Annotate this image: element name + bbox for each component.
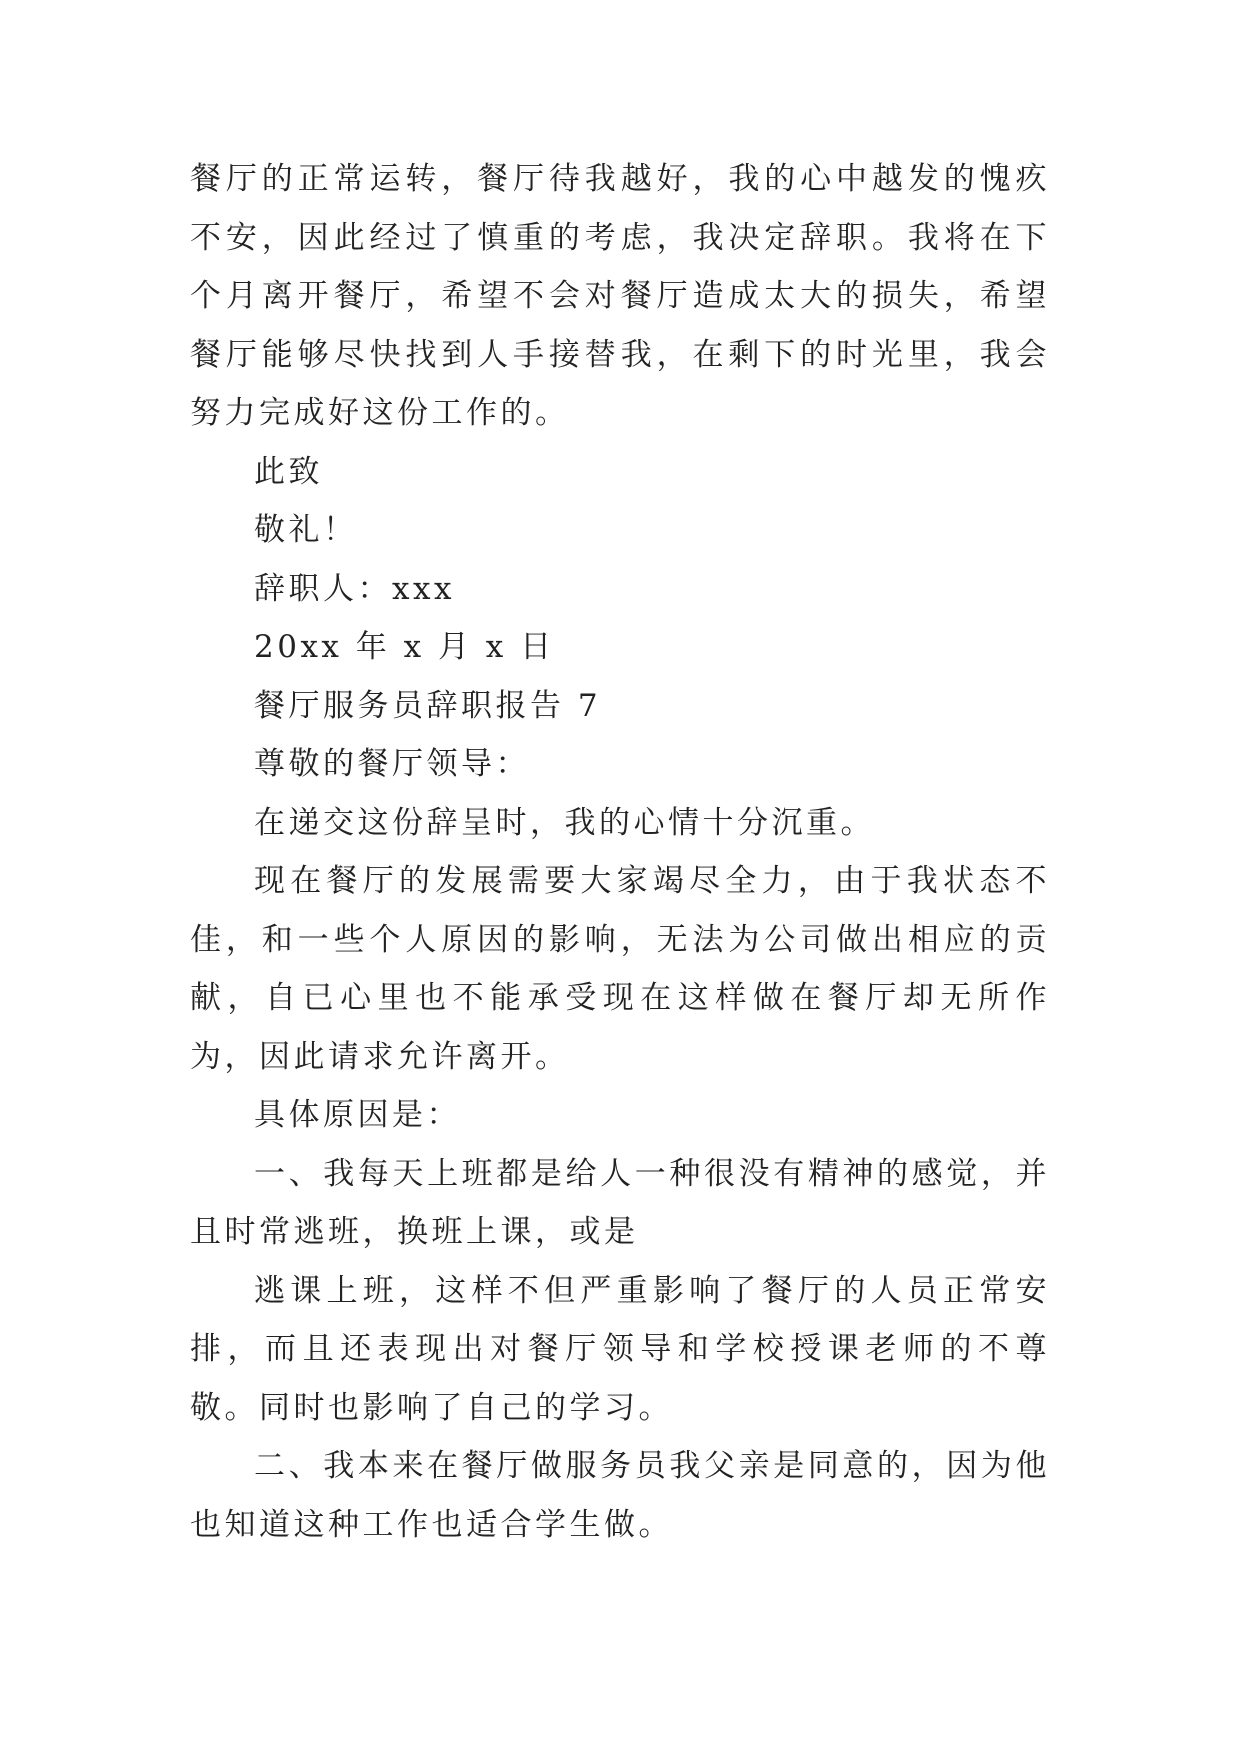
closing-regards: 敬礼！ (254, 512, 358, 548)
greeting: 尊敬的餐厅领导： (254, 746, 530, 782)
paragraph-continuation: 餐厅的正常运转，餐厅待我越好，我的心中越发的愧疚不安，因此经过了慎重的考虑，我决定辞职。我将在下个月离开餐厅，希望不会对餐厅造成太大的损失，希望餐厅能够尽快找到人手接替我，在剩下的时光里，我会努力完成好这份工作的。 (190, 161, 1050, 431)
paragraph: 现在餐厅的发展需要大家竭尽全力，由于我状态不佳，和一些个人原因的影响，无法为公司做出相应的贡献，自已心里也不能承受现在这样做在餐厅却无所作为，因此请求允许离开。 (190, 863, 1050, 1075)
document-body (190, 150, 1050, 1554)
paragraph: 逃课上班，这样不但严重影响了餐厅的人员正常安排，而且还表现出对餐厅领导和学校授课老师的不尊敬。同时也影响了自己的学习。 (190, 1272, 1050, 1426)
closing-salutation: 此致 (254, 453, 323, 490)
paragraph: 二、我本来在餐厅做服务员我父亲是同意的，因为他也知道这种工作也适合学生做。 (190, 1448, 1050, 1543)
signature-line: 辞职人：xxx (254, 570, 455, 607)
paragraph: 在递交这份辞呈时，我的心情十分沉重。 (254, 804, 875, 841)
paragraph: 一、我每天上班都是给人一种很没有精神的感觉，并且时常逃班，换班上课，或是 (190, 1155, 1050, 1250)
paragraph: 具体原因是： (254, 1097, 461, 1133)
section-heading: 餐厅服务员辞职报告 7 (254, 687, 602, 724)
date-line: 20xx 年 x 月 x 日 (254, 629, 555, 665)
